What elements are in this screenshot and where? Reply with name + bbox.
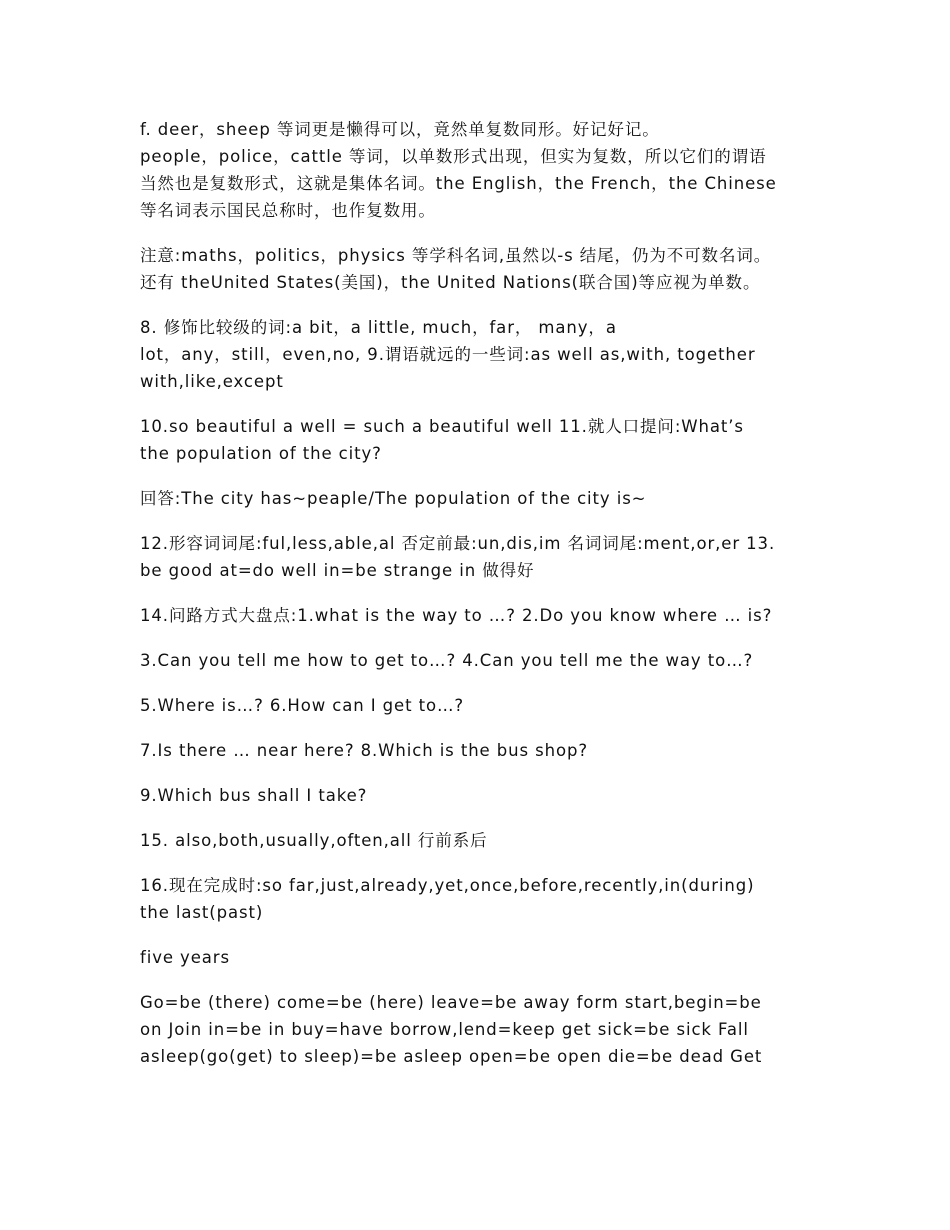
text-line: 10.so beautiful a well = such a beautiful well 11.就人口提问:What’s <box>140 417 744 436</box>
paragraph <box>140 485 820 512</box>
text-line: be good at=do well in=be strange in 做得好 <box>140 561 535 580</box>
paragraph <box>140 827 820 854</box>
text-line: 3.Can you tell me how to get to…? 4.Can you tell me the way to…? <box>140 651 754 670</box>
text-line: on Join in=be in buy=have borrow,lend=keep get sick=be sick Fall <box>140 1020 749 1039</box>
text-line: lot，any，still，even,no, 9.谓语就远的一些词:as well as,with, together <box>140 345 756 364</box>
paragraph <box>140 782 820 809</box>
text-line: five years <box>140 948 230 967</box>
paragraph <box>140 116 820 224</box>
document-body <box>140 116 820 1088</box>
text-line: people，police，cattle 等词，以单数形式出现，但实为复数，所以它们的谓语 <box>140 147 767 166</box>
text-line: 等名词表示国民总称时，也作复数用。 <box>140 201 436 220</box>
text-line: 回答:The city has~peaple/The population of the city is~ <box>140 489 647 508</box>
paragraph <box>140 242 820 296</box>
text-line: 注意:maths，politics，physics 等学科名词,虽然以-s 结尾，仍为不可数名词。 <box>140 246 772 265</box>
text-line: 16.现在完成时:so far,just,already,yet,once,before,recently,in(during) <box>140 876 755 895</box>
paragraph <box>140 314 820 395</box>
paragraph <box>140 530 820 584</box>
text-line: 14.问路方式大盘点:1.what is the way to …? 2.Do you know where … is? <box>140 606 773 625</box>
paragraph <box>140 413 820 467</box>
text-line: 8. 修饰比较级的词:a bit，a little, much，far， many，a <box>140 318 617 337</box>
text-line: 9.Which bus shall I take? <box>140 786 368 805</box>
text-line: 15. also,both,usually,often,all 行前系后 <box>140 831 488 850</box>
text-line: the population of the city? <box>140 444 382 463</box>
text-line: the last(past) <box>140 903 264 922</box>
text-line: f. deer，sheep 等词更是懒得可以，竟然单复数同形。好记好记。 <box>140 120 660 139</box>
paragraph <box>140 737 820 764</box>
text-line: 7.Is there … near here? 8.Which is the bus shop? <box>140 741 588 760</box>
text-line: 5.Where is…? 6.How can I get to…? <box>140 696 465 715</box>
text-line: 12.形容词词尾:ful,less,able,al 否定前最:un,dis,im 名词词尾:ment,or,er 13. <box>140 534 776 553</box>
paragraph <box>140 692 820 719</box>
paragraph <box>140 989 820 1070</box>
paragraph <box>140 944 820 971</box>
paragraph <box>140 602 820 629</box>
text-line: with,like,except <box>140 372 284 391</box>
text-line: Go=be (there) come=be (here) leave=be away form start,begin=be <box>140 993 762 1012</box>
text-line: 还有 theUnited States(美国)，the United Nations(联合国)等应视为单数。 <box>140 273 761 292</box>
paragraph <box>140 872 820 926</box>
text-line: 当然也是复数形式，这就是集体名词。the English，the French，the Chinese <box>140 174 777 193</box>
paragraph <box>140 647 820 674</box>
text-line: asleep(go(get) to sleep)=be asleep open=be open die=be dead Get <box>140 1047 763 1066</box>
